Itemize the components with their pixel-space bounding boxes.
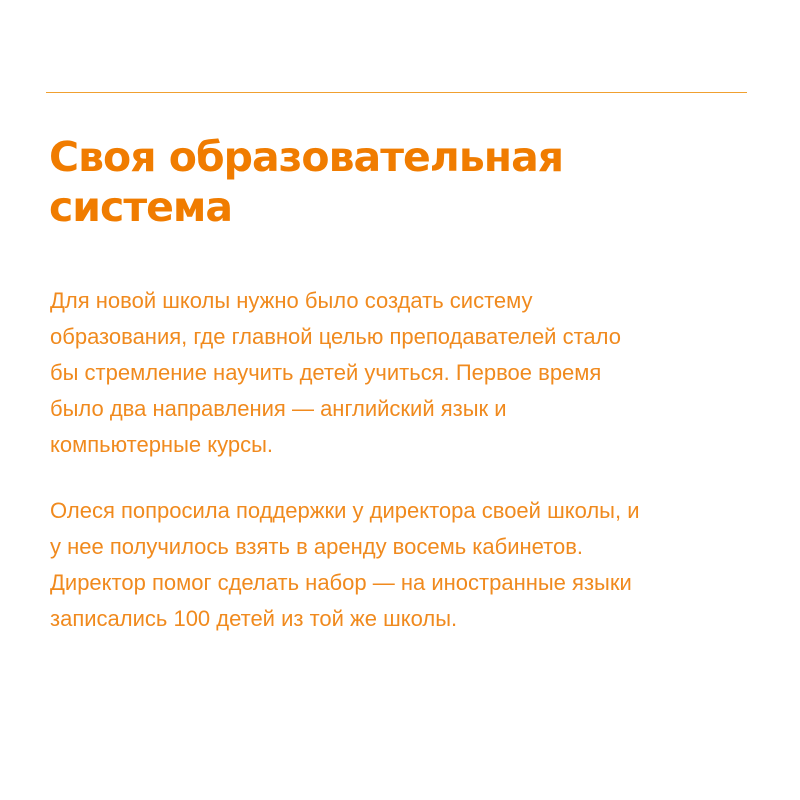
section-title [49, 132, 749, 232]
title-line: система [49, 183, 233, 231]
top-divider [46, 92, 747, 93]
paragraph-line: Олеся попросила поддержки у директора своей школы, и [50, 498, 640, 523]
paragraph-line: было два направления — английский язык и [50, 396, 507, 421]
paragraph-line: бы стремление научить детей учиться. Первое время [50, 360, 602, 385]
paragraph-line: Для новой школы нужно было создать систему [50, 288, 533, 313]
paragraph-support [50, 493, 770, 637]
paragraph-line: компьютерные курсы. [50, 432, 274, 457]
paragraph-line: Директор помог сделать набор — на иностранные языки [50, 570, 632, 595]
paragraph-line: образования, где главной целью преподавателей стало [50, 324, 621, 349]
paragraph-line: записались 100 детей из той же школы. [50, 606, 458, 631]
title-line: Своя образовательная [49, 133, 564, 181]
paragraph-line: у нее получилось взять в аренду восемь кабинетов. [50, 534, 584, 559]
paragraph-intro [50, 283, 770, 463]
